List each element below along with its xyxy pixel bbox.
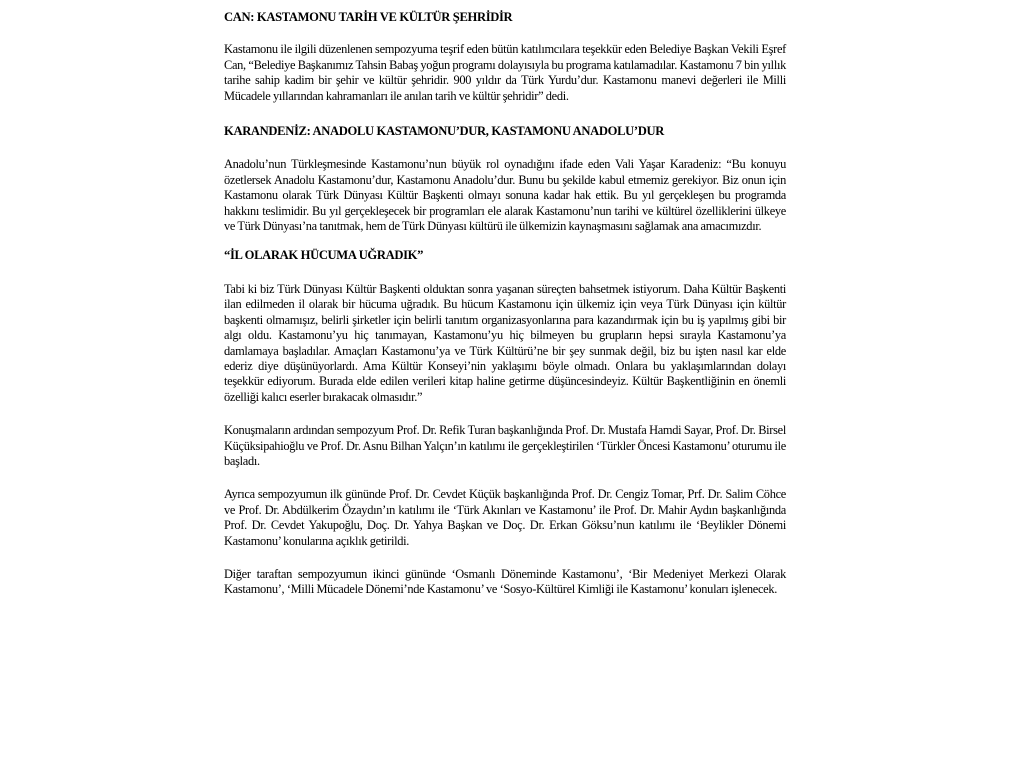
section-heading: “İL OLARAK HÜCUMA UĞRADIK” [224,248,424,263]
body-paragraph: Kastamonu ile ilgili düzenlenen sempozyuma teşrif eden bütün katılımcılara teşekkür eden Belediye Başkan Vekili Eşref Can, “Belediye Başkanımız Tahsin Babaş yoğun programı dolayısıyla bu programa katılamadılar. Kastamonu 7 bin yıllık tarihe sahip kadim bir şehir ve kültür şehridir. 900 yıldır da Türk Yurdu’dur. Kastamonu manevi değerleri ile Milli Mücadele yıllarından kahramanları ile anılan tarih ve kültür şehridir” dedi. [224,42,786,103]
body-paragraph: Tabi ki biz Türk Dünyası Kültür Başkenti olduktan sonra yaşanan süreçten bahsetmek istiyorum. Daha Kültür Başkenti ilan edilmeden il olarak bir hücuma uğradık. Bu hücum Kastamonu için ülkemiz için veya Türk Dünyası için kültür başkenti olmamışız, belirli şirketler için belirli tanıtım organizasyonlarına para kazandırmak için bu iş yapılmış gibi bir algı oldu. Kastamonu’yu hiç tanımayan, Kastamonu’yu hiç bilmeyen bu grupların hepsi sırayla Kastamonu’ya damlamaya başladılar. Amaçları Kastamonu’ya ve Türk Kültürü’ne bir şey sunmak değil, biz bu işten nasıl kar elde ederiz diye düşünüyorlardı. Ama Kültür Konseyi’nin yaklaşımı böyle olmadı. Onlara bu yaklaşımlarından dolayı teşekkür ediyorum. Burada elde edilen verileri kitap haline getirme düşüncesindeyiz. Kültür Başkentliğinin en önemli özelliği kalıcı eserler bırakacak olmasıdır.” [224,281,786,404]
body-paragraph: Konuşmaların ardından sempozyum Prof. Dr. Refik Turan başkanlığında Prof. Dr. Mustafa Hamdi Sayar, Prof. Dr. Birsel Küçüksipahioğlu ve Prof. Dr. Asnu Bilhan Yalçın’ın katılımı ile gerçekleştirilen ‘Türkler Öncesi Kastamonu’ oturumu ile başladı. [224,423,786,468]
document-page [224,10,786,598]
body-paragraph: Anadolu’nun Türkleşmesinde Kastamonu’nun büyük rol oynadığını ifade eden Vali Yaşar Karadeniz: “Bu konuyu özetlersek Anadolu Kastamonu’dur, Kastamonu Anadolu’dur. Bunu bu şekilde kabul etmemiz gerekiyor. Biz onun için Kastamonu olarak Türk Dünyası Kültür Başkenti olmayı sonuna kadar hak ettik. Bu yıl gerçekleşen bu programda hakkını teslimidir. Bu yıl gerçekleşecek bir programları ele alarak Kastamonu’nun tarihi ve kültürel özelliklerini ülkeye ve Türk Dünyası’na tanıtmak, hem de Türk Dünyası kültürü ile ülkemizin kaynaşmasını sağlamak ana amacımızdır. [224,157,786,234]
section-heading: CAN: KASTAMONU TARİH VE KÜLTÜR ŞEHRİDİR [224,10,513,24]
section-heading: KARANDENİZ: ANADOLU KASTAMONU’DUR, KASTAMONU ANADOLU’DUR [224,124,664,139]
body-paragraph: Diğer taraftan sempozyumun ikinci gününde ‘Osmanlı Döneminde Kastamonu’, ‘Bir Medeniyet Merkezi Olarak Kastamonu’, ‘Milli Mücadele Dönemi’nde Kastamonu’ ve ‘Sosyo-Kültürel Kimliği ile Kastamonu’ konuları işlenecek. [224,566,786,597]
body-paragraph: Ayrıca sempozyumun ilk gününde Prof. Dr. Cevdet Küçük başkanlığında Prof. Dr. Cengiz Tomar, Prf. Dr. Salim Cöhce ve Prof. Dr. Abdülkerim Özaydın’ın katılımı ile ‘Türk Akınları ve Kastamonu’ ile Prof. Dr. Mahir Aydın başkanlığında Prof. Dr. Cevdet Yakupoğlu, Doç. Dr. Yahya Başkan ve Doç. Dr. Erkan Göksu’nun katılımı ile ‘Beylikler Dönemi Kastamonu’ konularına açıklık getirildi. [224,487,786,548]
